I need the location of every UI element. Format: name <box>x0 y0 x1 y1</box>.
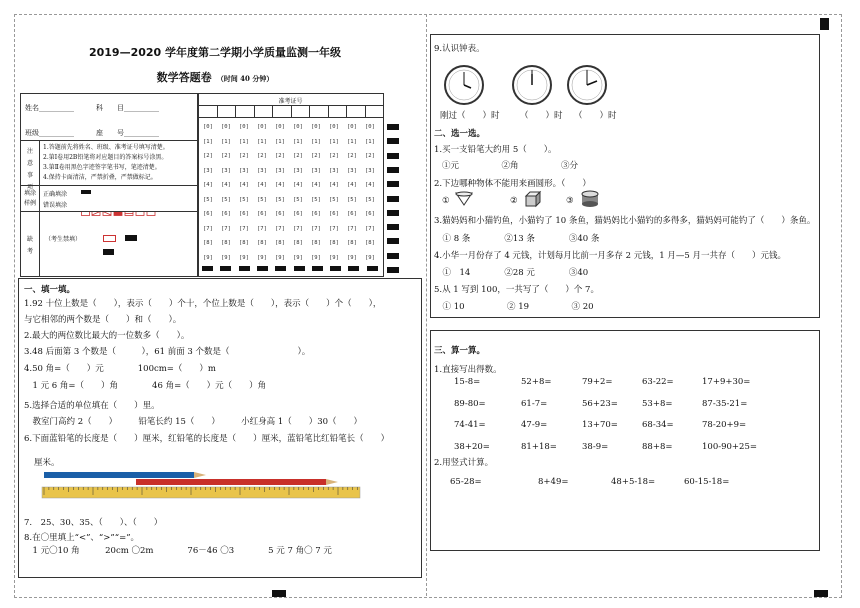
digit-bubble[interactable]: [4] <box>293 182 303 188</box>
calc-problem: 100-90+25= <box>702 441 757 452</box>
timing-mark <box>387 238 399 244</box>
digit-bubble[interactable]: [5] <box>275 196 285 203</box>
digit-bubble[interactable]: [0] <box>239 124 249 130</box>
calc-problem: 53+8= <box>642 398 673 409</box>
digit-bubble[interactable]: [5] <box>347 196 357 203</box>
timing-mark <box>312 266 323 271</box>
corner-mark-top <box>820 18 829 30</box>
digit-bubble[interactable]: [2] <box>347 153 357 159</box>
calc-problem: 87-35-21= <box>702 398 748 409</box>
digit-bubble[interactable]: [4] <box>347 182 357 188</box>
choice-2-opt2: ② <box>510 196 518 206</box>
calc-problem: 52+8= <box>521 377 552 387</box>
absent-label: 缺考 <box>27 236 34 255</box>
digit-bubble[interactable]: [8] <box>275 240 285 246</box>
fill-correct-label: 正确填涂 <box>43 191 68 198</box>
notes-list <box>43 143 169 183</box>
digit-bubble[interactable]: [6] <box>311 211 321 217</box>
digit-bubble[interactable]: [0] <box>203 124 213 130</box>
cylinder-shape <box>580 190 600 208</box>
digit-bubble[interactable]: [3] <box>221 167 231 174</box>
digit-bubble[interactable]: [6] <box>239 211 249 217</box>
digit-bubble[interactable]: [2] <box>203 153 213 159</box>
clock-1 <box>443 64 485 106</box>
question-1b: 与它相邻的两个数是（ ）和（ ）。 <box>24 315 182 325</box>
digit-bubble[interactable]: [1] <box>329 138 339 145</box>
digit-bubble[interactable]: [5] <box>365 196 375 203</box>
digit-bubble[interactable]: [0] <box>275 124 285 130</box>
vertical-calc-problem: 48+5-18= <box>611 477 656 487</box>
pencils-ruler-figure <box>40 470 370 500</box>
timing-mark <box>239 266 250 271</box>
absent-box[interactable] <box>103 235 116 242</box>
clock-label-2: （ ）时 <box>520 111 563 121</box>
clock-label-1: 刚过（ ）时 <box>440 111 500 121</box>
digit-bubble[interactable]: [9] <box>329 254 339 261</box>
clock-3 <box>566 64 608 106</box>
digit-bubble[interactable]: [8] <box>311 240 321 246</box>
class-field[interactable]: 班级__________ <box>25 129 74 137</box>
note-1: 1.答题前先将姓名、班级、准考证号填写清楚。 <box>43 144 169 151</box>
clock-label-3: （ ）时 <box>574 111 617 121</box>
choice-1: 1.买一支铅笔大约用 5（ ）。 <box>434 145 557 155</box>
digit-bubble[interactable]: [5] <box>311 196 321 203</box>
choice-2-opt3: ③ <box>566 196 574 206</box>
digit-bubble[interactable]: [9] <box>221 254 231 261</box>
blue-pencil <box>44 472 194 478</box>
timing-mark <box>387 224 399 230</box>
subtitle-row <box>25 66 405 85</box>
question-2: 2.最大的两位数比最大的一位数多（ ）。 <box>24 331 190 341</box>
digit-bubble[interactable]: [3] <box>347 167 357 174</box>
digit-bubble[interactable]: [3] <box>329 167 339 174</box>
calc-problem: 15-8= <box>454 377 481 387</box>
digit-bubble[interactable]: [0] <box>311 124 321 130</box>
digit-bubble[interactable]: [4] <box>221 182 231 188</box>
section2-title: 二、选一选。 <box>434 129 486 139</box>
page-divider <box>426 14 427 596</box>
exam-id-label: 准考证号 <box>278 98 303 105</box>
digit-bubble[interactable]: [0] <box>293 124 303 130</box>
timing-mark <box>387 267 399 273</box>
timing-mark <box>387 210 399 216</box>
corner-mark-bottom-left <box>272 590 286 597</box>
digit-bubble[interactable]: [8] <box>347 240 357 246</box>
notes-label: 注意事项 <box>27 148 34 191</box>
timing-mark <box>387 196 399 202</box>
timing-mark <box>294 266 305 271</box>
digit-bubble[interactable]: [4] <box>365 182 375 188</box>
digit-bubble[interactable]: [9] <box>275 254 285 261</box>
digit-bubble[interactable]: [2] <box>239 153 249 159</box>
timing-mark <box>387 138 399 144</box>
calc-problem: 17+9+30= <box>702 377 751 387</box>
digit-bubble[interactable]: [2] <box>257 153 267 159</box>
timing-mark <box>387 181 399 187</box>
section1-title: 一、填一填。 <box>24 285 76 295</box>
question-4b: 1 元 6 角=（ ）角 46 角=（ ）元（ ）角 <box>24 381 267 391</box>
choice-1-options: ①元 ②角 ③分 <box>442 161 579 171</box>
digit-bubble[interactable]: [8] <box>203 240 213 246</box>
digit-bubble[interactable]: [8] <box>257 240 267 246</box>
choice-4-options: ① 14 ②28 元 ③40 <box>434 268 589 278</box>
choice-4: 4.小华一月份存了 4 元钱，计划每月比前一月多存 2 元钱，1 月—5 月一共存（ ）元钱。 <box>434 251 786 261</box>
timing-mark <box>330 266 341 271</box>
digit-bubble[interactable]: [1] <box>239 138 249 145</box>
digit-bubble[interactable]: [5] <box>329 196 339 203</box>
digit-bubble[interactable]: [3] <box>275 167 285 174</box>
question-5: 5.选择合适的单位填在（ ）里。 <box>24 401 160 411</box>
question-8b: 1 元〇10 角 20cm 〇2m 76－46 〇3 5 元 7 角〇 7 元 <box>24 546 332 556</box>
digit-bubble[interactable]: [0] <box>257 124 267 130</box>
choice-3: 3.猫妈妈和小猫钓鱼，小猫钓了 10 条鱼，猫妈妈比小猫钓的多得多，猫妈妈可能钓了（ ）条鱼。 <box>434 216 816 226</box>
calc-problem: 38+20= <box>454 441 490 452</box>
timing-mark <box>367 266 378 271</box>
red-pencil <box>136 479 326 485</box>
digit-bubble[interactable]: [7] <box>257 225 267 232</box>
digit-bubble[interactable]: [8] <box>293 240 303 246</box>
seat-field[interactable]: 座 号__________ <box>96 129 159 137</box>
digit-bubble[interactable]: [6] <box>329 211 339 217</box>
question-1a: 1.92 十位上数是（ ），表示（ ）个十，个位上数是（ ），表示（ ）个（ ）， <box>24 299 382 309</box>
digit-bubble[interactable]: [2] <box>365 153 375 159</box>
question-6a: 6.下面蓝铅笔的长度是（ ）厘米，红铅笔的长度是（ ）厘米，蓝铅笔比红铅笔长（ ） <box>24 434 390 444</box>
calc-problem: 63-22= <box>642 377 674 387</box>
calc-problem: 68-34= <box>642 420 674 430</box>
digit-bubble[interactable]: [1] <box>311 138 321 145</box>
digit-bubble[interactable]: [9] <box>257 254 267 261</box>
digit-bubble[interactable]: [6] <box>365 211 375 217</box>
calc-problem: 47-9= <box>521 420 548 430</box>
calc-problem: 74-41= <box>454 420 486 430</box>
fill-correct-mark <box>81 190 91 194</box>
time-note: （时间 40 分钟） <box>216 74 274 83</box>
timing-mark <box>387 153 399 159</box>
digit-bubble[interactable]: [3] <box>239 167 249 174</box>
exam-id-grid <box>197 93 384 277</box>
digit-bubble[interactable]: [4] <box>257 182 267 188</box>
calc-problem: 56+23= <box>582 398 618 409</box>
section3-title: 三、算一算。 <box>434 346 486 356</box>
exam-title: 2019—2020 学年度第二学期小学质量监测一年级 <box>88 46 342 59</box>
question-7: 7. 25、30、35、（ ）、（ ） <box>24 518 163 528</box>
question-9: 9.认识钟表。 <box>434 44 485 54</box>
digit-bubble[interactable]: [7] <box>311 225 321 232</box>
subject-field[interactable]: 科 目__________ <box>96 104 159 112</box>
digit-bubble[interactable]: [4] <box>311 182 321 188</box>
digit-bubble[interactable]: [9] <box>365 254 375 261</box>
digit-bubble[interactable]: [1] <box>293 138 303 145</box>
digit-bubble[interactable]: [4] <box>203 182 213 188</box>
calc-problem: 88+8= <box>642 441 673 452</box>
choice-5: 5.从 1 写到 100，一共写了（ ）个 7。 <box>434 285 599 295</box>
digit-bubble[interactable]: [2] <box>221 153 231 159</box>
student-info-box <box>20 93 199 277</box>
clock-2 <box>511 64 553 106</box>
digit-bubble[interactable]: [6] <box>275 211 285 217</box>
digit-bubble[interactable]: [6] <box>221 211 231 217</box>
question-5b: 教室门高约 2（ ） 铅笔长约 15（ ） 小红身高 1（ ）30（ ） <box>24 417 363 427</box>
digit-bubble[interactable]: [2] <box>311 153 321 159</box>
fill-wrong-marks <box>81 201 159 206</box>
digit-bubble[interactable]: [5] <box>239 196 249 203</box>
cone-shape <box>454 191 474 207</box>
vertical-calc-problem: 60-15-18= <box>684 477 730 487</box>
digit-bubble[interactable]: [1] <box>365 138 375 145</box>
digit-bubble[interactable]: [3] <box>293 167 303 174</box>
timing-mark <box>387 124 399 130</box>
digit-bubble[interactable]: [9] <box>239 254 249 261</box>
choice-2: 2.下边哪种物体不能用来画圆形。（ ） <box>434 179 591 189</box>
digit-bubble[interactable]: [8] <box>329 240 339 246</box>
calc-instruction-2: 2.用竖式计算。 <box>434 458 494 468</box>
choice-2-opt1: ① <box>442 196 450 206</box>
absent-note: （考生禁填） <box>45 236 82 243</box>
digit-bubble[interactable]: [7] <box>239 225 249 232</box>
choice-3-options: ① 8 条 ②13 条 ③40 条 <box>434 234 600 244</box>
fill-wrong-label: 错误填涂 <box>43 202 68 209</box>
calc-problem: 81+18= <box>521 441 557 452</box>
calc-problem: 78-20+9= <box>702 420 747 430</box>
question-8: 8.在〇里填上“<”、“>”“=”。 <box>24 533 140 543</box>
digit-bubble[interactable]: [4] <box>239 182 249 188</box>
digit-bubble[interactable]: [3] <box>203 167 213 174</box>
digit-bubble[interactable]: [7] <box>221 225 231 232</box>
digit-bubble[interactable]: [9] <box>347 254 357 261</box>
digit-bubble[interactable]: [2] <box>329 153 339 159</box>
digit-bubble[interactable]: [6] <box>293 211 303 217</box>
digit-bubble[interactable]: [5] <box>203 196 213 203</box>
choice-5-options: ① 10 ② 19 ③ 20 <box>434 302 594 312</box>
digit-bubble[interactable]: [1] <box>221 138 231 145</box>
name-field[interactable]: 姓名__________ <box>25 104 74 112</box>
calc-problem: 79+2= <box>582 377 613 387</box>
note-2: 2.第Ⅰ卷用2B铅笔将对应题目的答案标号涂黑。 <box>43 154 168 161</box>
calc-problem: 13+70= <box>582 420 618 430</box>
note-3: 3.第Ⅱ卷用黑色字迹签字笔书写，笔迹清楚。 <box>43 164 161 171</box>
timing-mark <box>387 253 399 259</box>
question-4a: 4.50 角=（ ）元 100cm=（ ）m <box>24 364 216 374</box>
fill-example-label: 填涂样例 <box>24 190 37 207</box>
digit-bubble[interactable]: [1] <box>257 138 267 145</box>
timing-mark <box>348 266 359 271</box>
exam-subtitle: 数学答题卷 <box>156 71 212 84</box>
digit-bubble[interactable]: [9] <box>293 254 303 261</box>
digit-bubble[interactable]: [9] <box>203 254 213 261</box>
digit-bubble[interactable]: [3] <box>365 167 375 174</box>
absent-mark-2 <box>103 249 114 255</box>
calc-problem: 89-80= <box>454 398 486 409</box>
digit-bubble[interactable]: [0] <box>347 124 357 130</box>
digit-bubble[interactable]: [5] <box>257 196 267 203</box>
digit-bubble[interactable]: [0] <box>329 124 339 130</box>
digit-bubble[interactable]: [0] <box>221 124 231 130</box>
digit-bubble[interactable]: [6] <box>347 211 357 217</box>
digit-bubble[interactable]: [3] <box>257 167 267 174</box>
vertical-calc-problem: 65-28= <box>450 477 482 487</box>
timing-mark <box>202 266 213 271</box>
digit-bubble[interactable]: [4] <box>329 182 339 188</box>
digit-bubble[interactable]: [1] <box>203 138 213 145</box>
calc-problem: 61-7= <box>521 398 548 409</box>
digit-bubble[interactable]: [7] <box>293 225 303 232</box>
calc-problem: 38-9= <box>582 441 609 452</box>
digit-bubble[interactable]: [4] <box>275 182 285 188</box>
digit-bubble[interactable]: [0] <box>365 124 375 130</box>
timing-mark <box>275 266 286 271</box>
timing-mark <box>387 167 399 173</box>
corner-mark-bottom-right <box>814 590 828 597</box>
digit-bubble[interactable]: [1] <box>347 138 357 145</box>
absent-mark <box>125 235 137 241</box>
timing-mark <box>257 266 268 271</box>
digit-bubble[interactable]: [7] <box>365 225 375 232</box>
digit-bubble[interactable]: [6] <box>257 211 267 217</box>
digit-bubble[interactable]: [5] <box>221 196 231 203</box>
digit-bubble[interactable]: [7] <box>329 225 339 232</box>
digit-bubble[interactable]: [2] <box>293 153 303 159</box>
digit-bubble[interactable]: [7] <box>203 225 213 232</box>
digit-bubble[interactable]: [5] <box>293 196 303 203</box>
note-4: 4.保持卡面清洁，严禁折叠，严禁做标记。 <box>43 174 157 181</box>
digit-bubble[interactable]: [8] <box>365 240 375 246</box>
digit-bubble[interactable]: [9] <box>311 254 321 261</box>
digit-bubble[interactable]: [8] <box>221 240 231 246</box>
digit-bubble[interactable]: [8] <box>239 240 249 246</box>
question-3: 3.48 后面第 3 个数是（ ），61 前面 3 个数是（ ）。 <box>24 347 311 357</box>
digit-bubble[interactable]: [3] <box>311 167 321 174</box>
question-6b: 厘米。 <box>34 458 60 468</box>
timing-mark <box>220 266 231 271</box>
digit-bubble[interactable]: [1] <box>275 138 285 145</box>
digit-bubble[interactable]: [6] <box>203 211 213 217</box>
calc-instruction-1: 1.直接写出得数。 <box>434 365 502 375</box>
vertical-calc-problem: 8+49= <box>538 477 569 487</box>
digit-bubble[interactable]: [7] <box>347 225 357 232</box>
digit-bubble[interactable]: [7] <box>275 225 285 232</box>
cube-shape <box>524 190 542 208</box>
digit-bubble[interactable]: [2] <box>275 153 285 159</box>
